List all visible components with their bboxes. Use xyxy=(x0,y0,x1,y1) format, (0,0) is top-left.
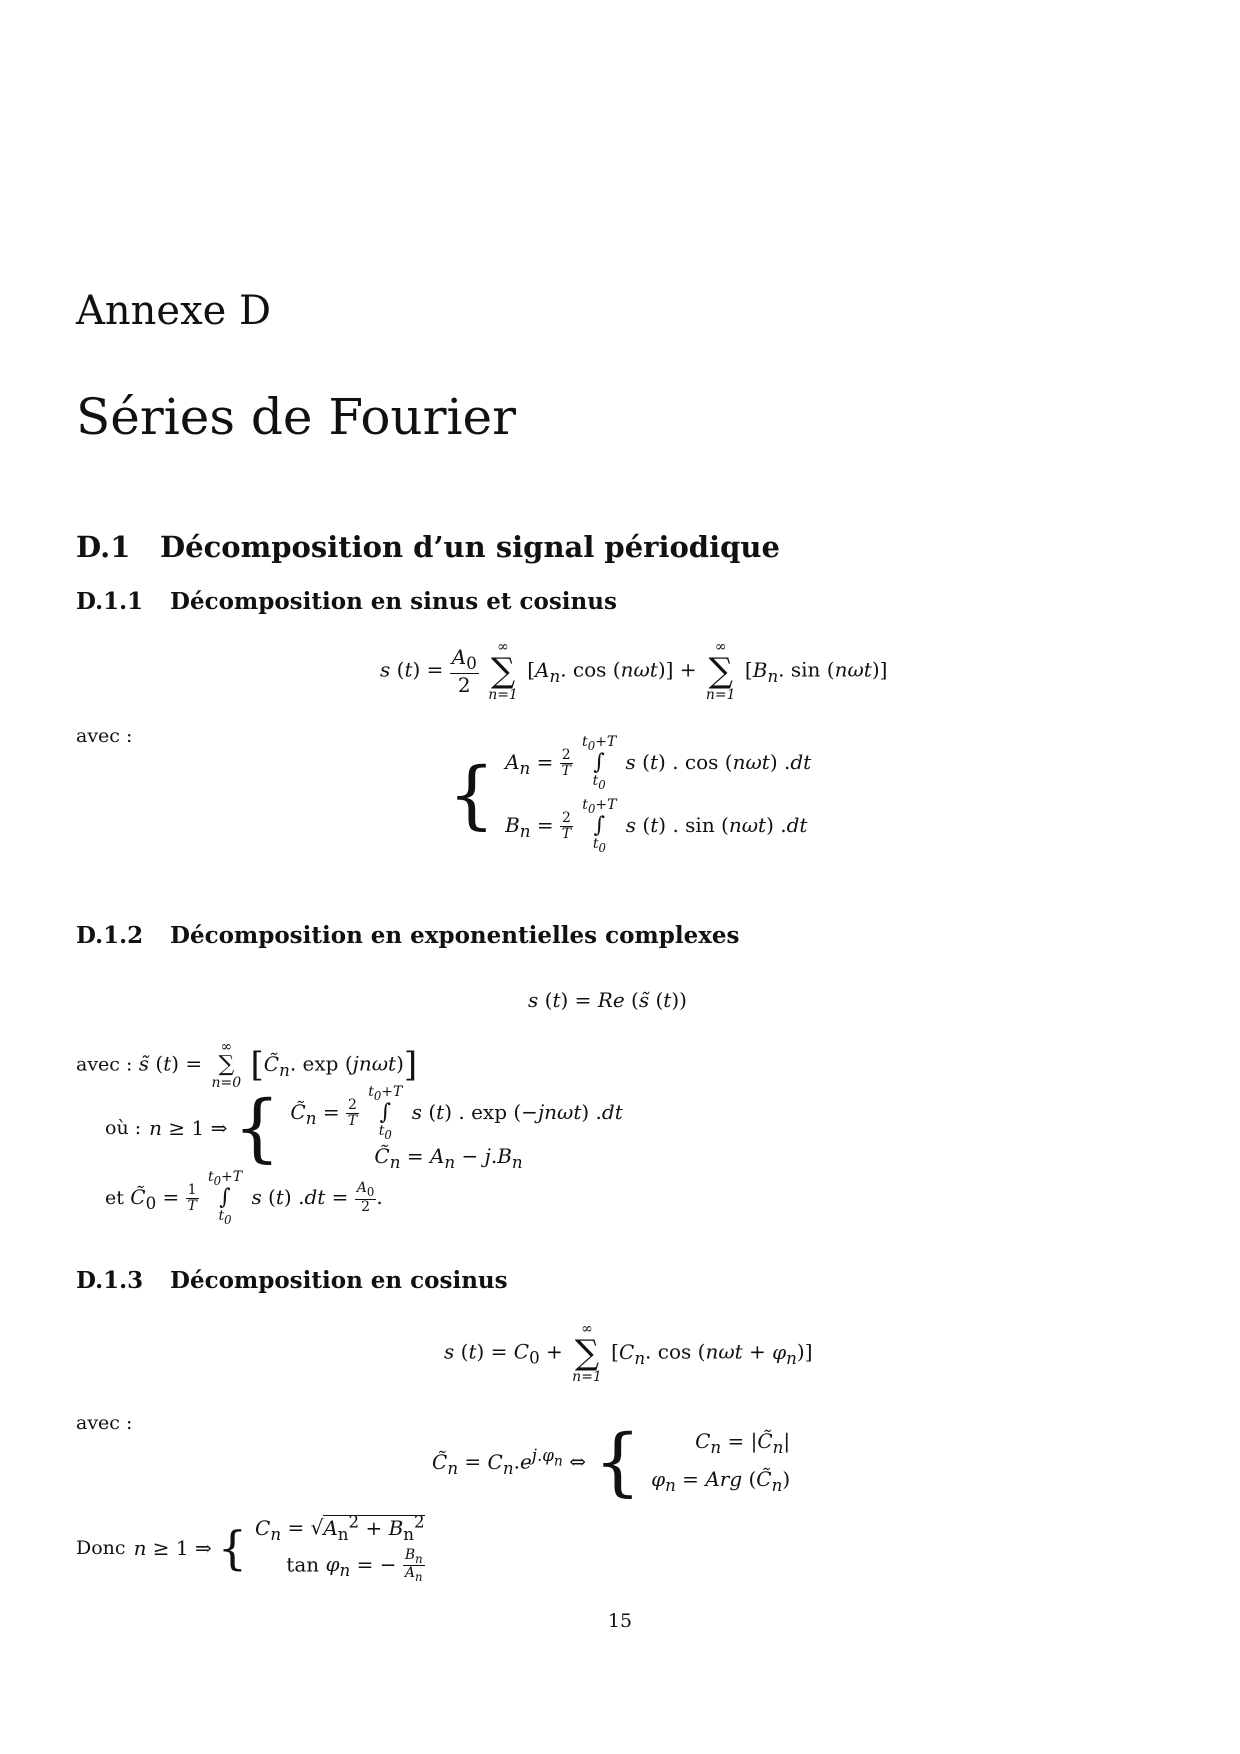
section-heading xyxy=(76,530,780,564)
text-donc: Donc xyxy=(76,1536,126,1559)
chapter-label: Annexe D xyxy=(76,288,272,334)
equation-coefficients-an-bn: { $A_n$ = $\frac{2}{T}$ $t_0+T$ ∫ $t_0$ s (t) . cos (nωt) .dt $B_n$ = $\frac{2}{T}$ $t_0+T$ ∫ $t_0$ s (t) . sin (nωt) .dt xyxy=(448,734,812,856)
page-number: 15 xyxy=(607,1610,633,1632)
equation-amplitude-phase: Donc n ≥ 1 ⇒ { $C_n = √A_n^2 + B_n^2$ $\tan \varphi_n$ = − $\frac{B_n}{A_n}$ xyxy=(76,1512,425,1585)
equation-complex-sum: avec : s̃ (t) = ∞ ∑ n=0 [$C̃_n$. exp (jnωt)] xyxy=(76,1039,418,1091)
text-ou: où : xyxy=(105,1117,142,1140)
equation-c0: et $C̃_0$ = $\frac{1}{T}$ $t_0+T$ ∫ $t_0$ s (t) .dt = $\frac{A_0}{2}$ . xyxy=(105,1169,383,1228)
section-title: Décomposition d’un signal périodique xyxy=(160,530,780,564)
subsection-number: D.1.3 xyxy=(76,1267,144,1294)
subsection-heading-1 xyxy=(76,588,617,615)
equation-cosine-form: s $(t) = C_0$ + ∞ ∑ n=1 [$C_n$. $\cos (n\omega t + \varphi_n)$] xyxy=(444,1321,813,1385)
subsection-title: Décomposition en sinus et cosinus xyxy=(170,588,617,615)
subsection-heading-2 xyxy=(76,922,740,949)
equation-cn-polar: $C̃_n = C_n.e^{j.\varphi_n}$ ⇔ { $C_n$ = $|C̃_n|$ $\varphi_n$ = Arg $(C̃_n)$ xyxy=(432,1419,791,1505)
text-avec-1: avec : xyxy=(76,725,133,747)
text-avec-2: avec : xyxy=(76,1053,133,1076)
equation-real-part: s (t) = Re (s̃ (t)) xyxy=(528,988,687,1012)
equation-cn-complex: où : n ≥ 1 ⇒ { $C̃_n$ = $\frac{2}{T}$ $t_0+T$ ∫ $t_0$ s (t) . exp (−jnωt) .dt $C̃_n = A_n - j.B_n$ xyxy=(105,1084,623,1172)
subsection-heading-3 xyxy=(76,1267,508,1294)
text-et: et xyxy=(105,1186,124,1209)
section-number: D.1 xyxy=(76,530,131,564)
chapter-title: Séries de Fourier xyxy=(76,388,517,446)
subsection-title: Décomposition en exponentielles complexes xyxy=(170,922,740,949)
subsection-number: D.1.1 xyxy=(76,588,144,615)
equation-sin-cos: s (t) = $\frac{A_0}{2}$ ∞ ∑ n=1 [$A_n$. cos (nωt)] + ∞ ∑ n=1 [$B_n$. sin (nωt)] xyxy=(380,639,888,703)
text-avec-3: avec : xyxy=(76,1412,133,1434)
subsection-title: Décomposition en cosinus xyxy=(170,1267,508,1294)
subsection-number: D.1.2 xyxy=(76,922,144,949)
